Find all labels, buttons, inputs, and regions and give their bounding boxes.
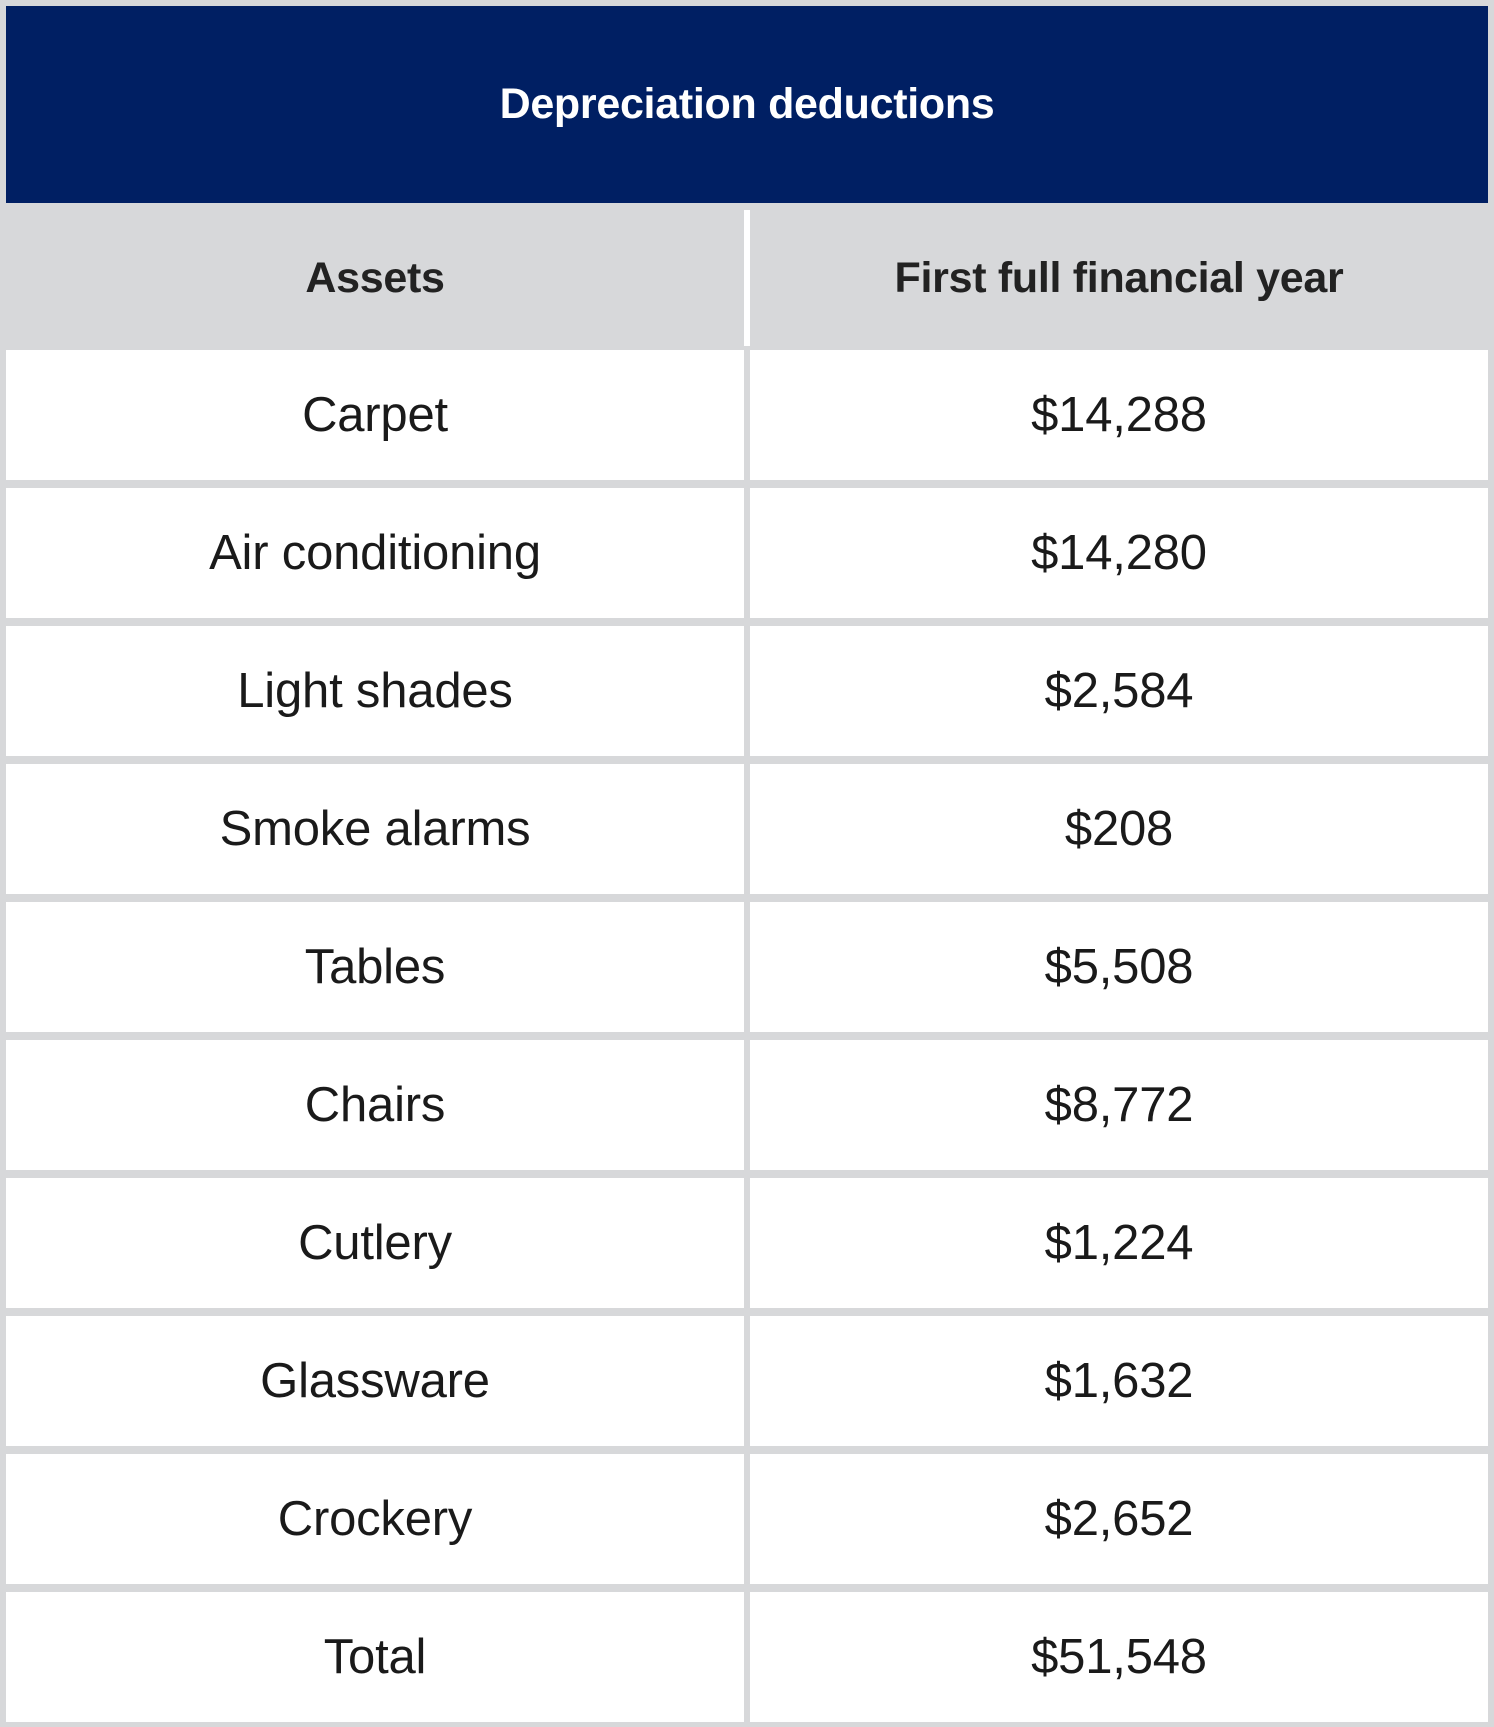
total-row bbox=[0, 1588, 1494, 1726]
table-row bbox=[0, 484, 1494, 622]
asset-cell: Crockery bbox=[6, 1454, 744, 1584]
table-row bbox=[0, 622, 1494, 760]
table-title: Depreciation deductions bbox=[6, 6, 1488, 203]
amount-cell: $14,288 bbox=[750, 350, 1488, 480]
amount-cell: $1,224 bbox=[750, 1178, 1488, 1308]
amount-cell: $8,772 bbox=[750, 1040, 1488, 1170]
amount-cell: $208 bbox=[750, 764, 1488, 894]
asset-cell: Carpet bbox=[6, 350, 744, 480]
total-label-cell: Total bbox=[6, 1592, 744, 1722]
column-header-assets: Assets bbox=[6, 210, 744, 346]
asset-cell: Glassware bbox=[6, 1316, 744, 1446]
amount-cell: $1,632 bbox=[750, 1316, 1488, 1446]
table-row bbox=[0, 898, 1494, 1036]
amount-cell: $14,280 bbox=[750, 488, 1488, 618]
asset-cell: Tables bbox=[6, 902, 744, 1032]
table-body bbox=[0, 346, 1494, 1726]
table-row bbox=[0, 1312, 1494, 1450]
amount-cell: $2,652 bbox=[750, 1454, 1488, 1584]
asset-cell: Smoke alarms bbox=[6, 764, 744, 894]
amount-cell: $5,508 bbox=[750, 902, 1488, 1032]
table-row bbox=[0, 1036, 1494, 1174]
table-row bbox=[0, 1174, 1494, 1312]
table-row bbox=[0, 1450, 1494, 1588]
asset-cell: Light shades bbox=[6, 626, 744, 756]
asset-cell: Air conditioning bbox=[6, 488, 744, 618]
asset-cell: Chairs bbox=[6, 1040, 744, 1170]
column-header-first-full-financial-year: First full financial year bbox=[750, 210, 1488, 346]
amount-cell: $2,584 bbox=[750, 626, 1488, 756]
table-row bbox=[0, 346, 1494, 484]
asset-cell: Cutlery bbox=[6, 1178, 744, 1308]
table-row bbox=[0, 760, 1494, 898]
total-amount-cell: $51,548 bbox=[750, 1592, 1488, 1722]
